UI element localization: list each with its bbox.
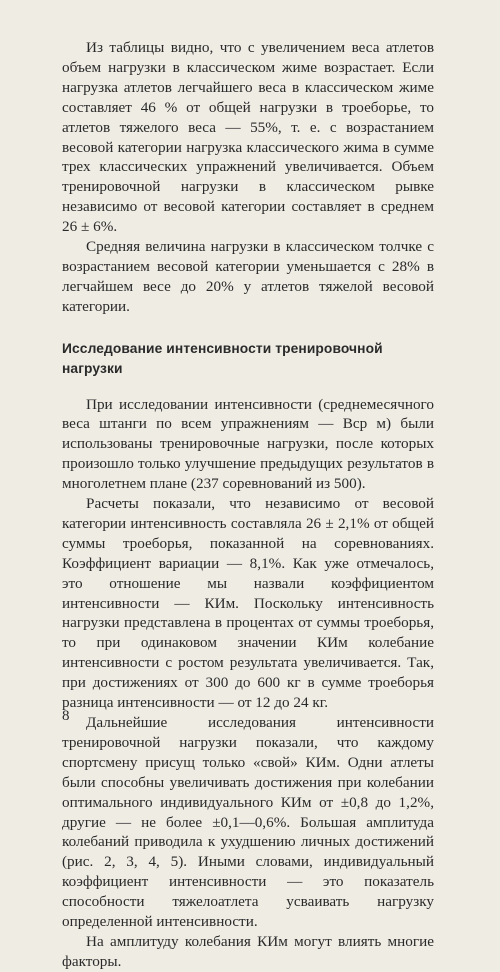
paragraph-amplitude-factors: На амплитуду колебания КИм могут влиять многие факторы. bbox=[62, 932, 434, 970]
paragraph-calculations: Расчеты показали, что независимо от весовой категории интенсивность составляла 26 ± 2,1% от общей суммы троеборья, показанной на соревнованиях. Коэффициент вариации — 8,1%. Как уже отмечалось, это отношение мы назвали коэффициентом интенсивности — КИм. Поскольку интенсивность нагрузки представлена в процентах от суммы троеборья, то при одинаковом значении КИм колебание интенсивности с ростом результата увеличивается. Так, при достижениях от 300 до 600 кг в сумме троеборья разница интенсивности — от 12 до 24 кг. bbox=[62, 495, 434, 712]
paragraph-further-research: Дальнейшие исследования интенсивности тренировочной нагрузки показали, что каждому спортсмену присущ только «свой» КИм. Одни атлеты были способны увеличивать достижения при колебании оптимального индивидуального КИм от ±0,8 до 1,2%, другие — не более ±0,1—0,6%. Большая амплитуда колебаний приводила к ухудшению личных достижений (рис. 2, 3, 4, 5). Иными словами, индивидуальный коэффициент интенсивности — это показатель способности тяжелоатлета усваивать нагрузку определенной интенсивности. bbox=[62, 714, 434, 931]
paragraph-table-observation: Из таблицы видно, что с увеличением веса атлетов объем нагрузки в классическом жиме возрастает. Если нагрузка атлетов легчайшего веса в классическом жиме составляет 46 % от общей нагрузки в троеборье, то атлетов тяжелого веса — 55%, т. е. с возрастанием весовой категории нагрузка классического жима в сумме трех классических упражнений увеличивается. Объем тренировочной нагрузки в классическом рывке независимо от весовой категории составляет в среднем 26 ± 6%. bbox=[62, 39, 434, 236]
paragraph-clean-jerk-load: Средняя величина нагрузки в классическом толчке с возрастанием весовой категории уменьшается с 28% в легчайшем весе до 20% у атлетов тяжелой весовой категории. bbox=[62, 238, 434, 315]
page-body bbox=[62, 38, 434, 972]
page-number: 8 bbox=[62, 708, 70, 724]
section-heading: Исследование интенсивности тренировочной нагрузки bbox=[62, 340, 383, 376]
paragraph-intensity-study: При исследовании интенсивности (среднемесячного веса штанги по всем упражнениям — Вср м) были использованы тренировочные нагрузки, после которых произошло только улучшение предыдущих результатов в многолетнем плане (237 соревнований из 500). bbox=[62, 395, 434, 493]
